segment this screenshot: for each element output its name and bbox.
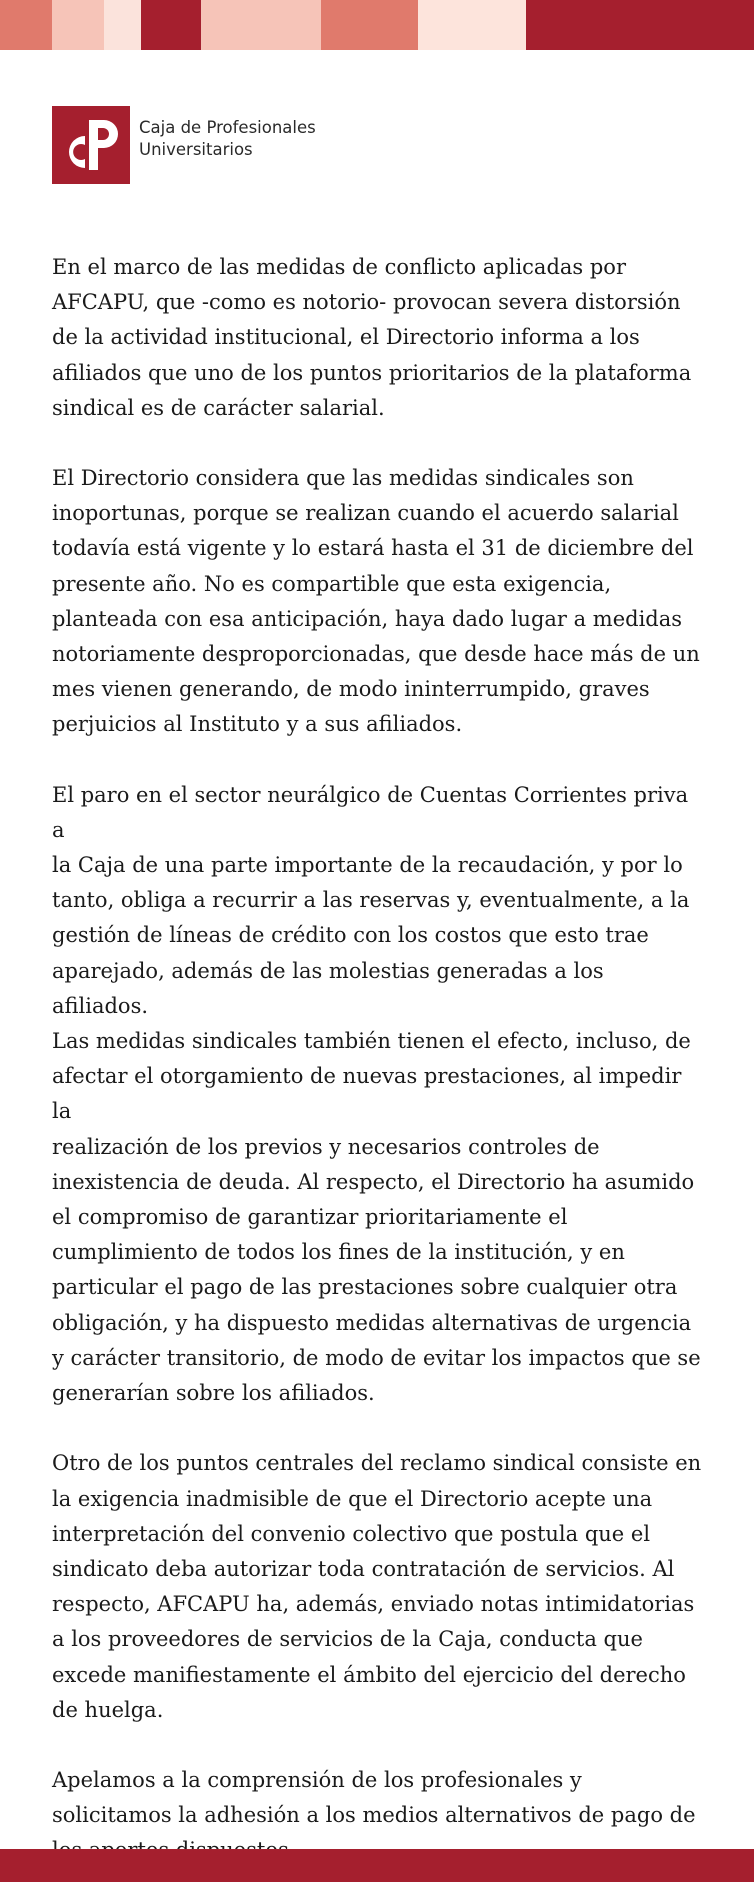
cp-logo-icon xyxy=(52,106,130,184)
statement-body xyxy=(52,250,704,1904)
bottom-color-bar xyxy=(0,1849,754,1882)
top-bar-segment xyxy=(321,0,418,50)
top-color-bar xyxy=(0,0,754,50)
top-bar-segment xyxy=(141,0,201,50)
paragraph-1: En el marco de las medidas de conflicto aplicadas por AFCAPU, que -como es notorio- provocan severa distorsión de la actividad institucional, el Directorio informa a los afiliados que uno de los puntos prioritarios de la plataforma sindical es de carácter salarial. xyxy=(52,255,692,420)
paragraph-4: Otro de los puntos centrales del reclamo sindical consiste en la exigencia inadmisible de que el Directorio acepte una interpretación del convenio colectivo que postula que el sindicato deba autorizar toda contratación de servicios. Al respecto, AFCAPU ha, además, enviado notas intimidatorias a los proveedores de servicios de la Caja, conducta que excede manifiestamente el ámbito del ejercicio del derecho de huelga. xyxy=(52,1451,702,1722)
top-bar-segment xyxy=(52,0,104,50)
logo-line-1: Caja de Profesionales xyxy=(139,118,316,137)
top-bar-segment xyxy=(526,0,754,50)
top-bar-segment xyxy=(0,0,52,50)
top-bar-segment xyxy=(201,0,321,50)
paragraph-5: Apelamos a la comprensión de los profesionales y solicitamos la adhesión a los medios alternativos de pago de xyxy=(52,1767,696,1828)
top-bar-segment xyxy=(104,0,141,50)
paragraph-3: El paro en el sector neurálgico de Cuentas Corrientes priva a la Caja de una parte importante de la recaudación, y por lo tanto, obliga a recurrir a las reservas y, eventualmente, a la gestión de líneas de crédito con los costos que esto trae aparejado, además de las molestias generadas a los afiliados. Las medidas sindicales también tienen el efecto, incluso, de afectar el otorgamiento de nuevas prestaciones, al impedir la realización de los previos y necesarios controles de inexistencia de deuda. Al respecto, el Directorio ha asumido el compromiso de garantizar prioritariamente el cumplimiento de todos los fines de la institución, y en particular el pago de las prestaciones sobre cualquier otra obligación, y ha dispuesto medidas alternativas de urgencia y carácter transitorio, de modo de evitar los impactos que se generarían sobre los afiliados. xyxy=(52,782,701,1406)
logo-text xyxy=(139,117,316,161)
brand-logo xyxy=(52,106,316,184)
paragraph-2: El Directorio considera que las medidas sindicales son inoportunas, porque se realizan cuando el acuerdo salarial todavía está vigente y lo estará hasta el 31 de diciembre del presente año. No es compartible que esta exigencia, planteada con esa anticipación, haya dado lugar a medidas notoriamente desproporcionadas, que desde hace más de un mes vienen generando, de modo ininterrumpido, graves perjuicios al Instituto y a sus afiliados. xyxy=(52,466,700,737)
logo-line-2: Universitarios xyxy=(139,140,253,159)
top-bar-segment xyxy=(418,0,526,50)
